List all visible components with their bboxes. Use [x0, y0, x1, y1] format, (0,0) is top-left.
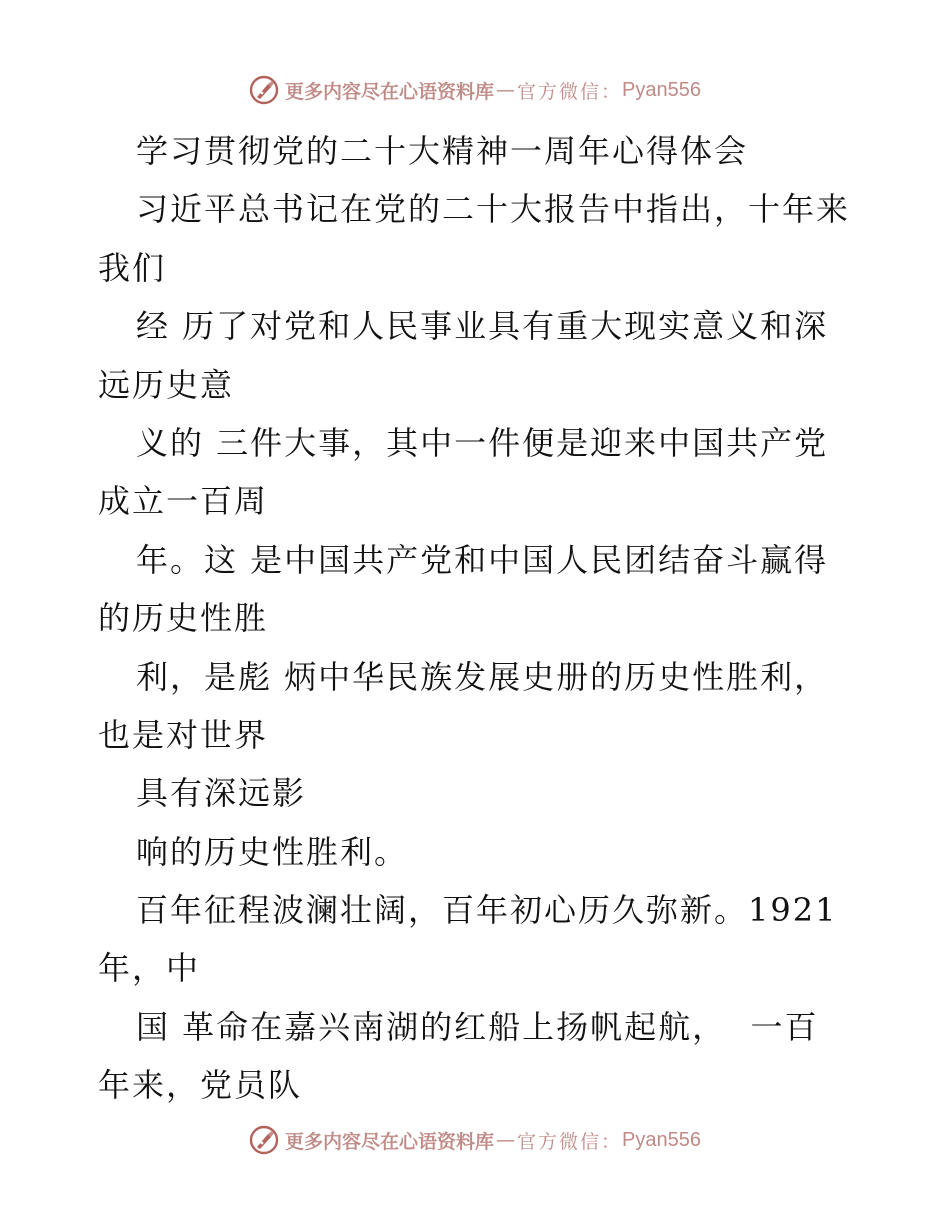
text-line: 年，中	[98, 949, 201, 988]
document-title: 学习贯彻党的二十大精神一周年心得体会	[136, 132, 749, 170]
text-line: 义的 三件大事，其中一件便是迎来中国共产党	[136, 423, 829, 462]
text-line: 百年征程波澜壮阔，百年初心历久弥新。1921	[136, 891, 838, 930]
text-line: 国 革命在嘉兴南湖的红船上扬帆起航， 一百	[136, 1007, 819, 1046]
document-body	[98, 122, 858, 1115]
text-line: 利，是彪 炳中华民族发展史册的历史性胜利，	[136, 657, 829, 696]
header-watermark-banner	[0, 72, 950, 108]
pen-nib-seal-icon	[249, 75, 279, 105]
text-line: 经 历了对党和人民事业具有重大现实意义和深	[136, 307, 829, 346]
banner-separator: —	[496, 1129, 516, 1151]
text-line: 年。这 是中国共产党和中国人民团结奋斗赢得	[136, 540, 829, 579]
text-line: 的历史性胜	[98, 599, 269, 638]
text-line: 习近平总书记在党的二十大报告中指出，十年来	[136, 190, 851, 229]
banner-wechat-label: 官方微信：	[517, 1130, 623, 1153]
text-line: 年来，党员队	[98, 1066, 303, 1105]
footer-watermark-banner	[0, 1122, 950, 1158]
text-line: 远历史意	[98, 365, 235, 404]
banner-wechat-id: Pyan556	[622, 78, 701, 101]
text-line: 也是对世界	[98, 715, 269, 754]
text-line: 响的历史性胜利。	[136, 832, 409, 871]
banner-slogan: 更多内容尽在心语资料库	[285, 80, 495, 103]
text-line: 我们	[98, 248, 167, 287]
banner-separator: —	[496, 79, 516, 101]
banner-wechat-label: 官方微信：	[517, 80, 623, 103]
pen-nib-seal-icon	[249, 1125, 279, 1155]
text-line: 成立一百周	[98, 482, 269, 521]
text-line: 具有深远影	[136, 774, 307, 813]
banner-wechat-id: Pyan556	[622, 1128, 701, 1151]
banner-slogan: 更多内容尽在心语资料库	[285, 1130, 495, 1153]
